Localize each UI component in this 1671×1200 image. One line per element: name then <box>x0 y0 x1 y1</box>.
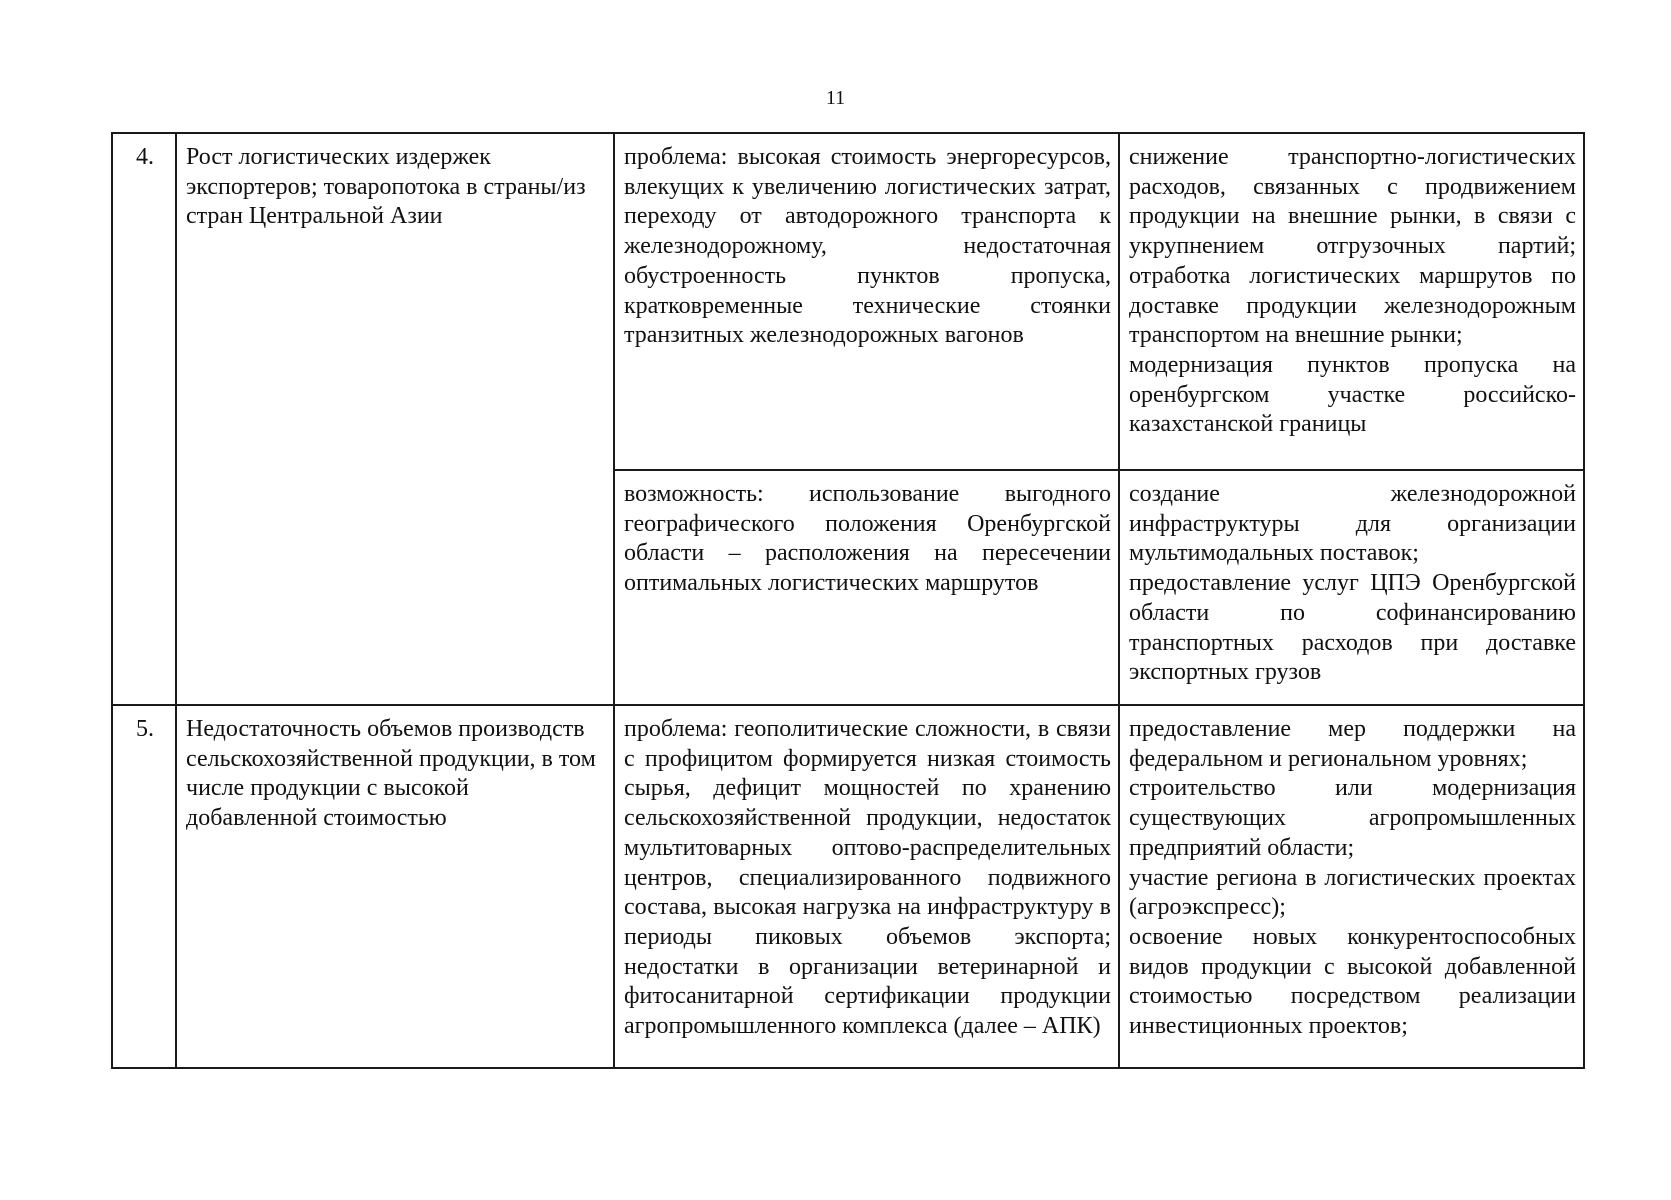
factor-cell: проблема: геополитические сложности, в связи с профицитом формируется низкая стоимость сырья, дефицит мощностей по хранению сельскохозяйственной продукции, недостаток мультитоварных оптово-распределительных центров, специализированного подвижного состава, высокая нагрузка на инфраструктуру в периоды пиковых объемов экспорта; недостатки в организации ветеринарной и фитосанитарной сертификации продукции агропромышленного комплекса (далее – АПК) <box>614 705 1119 1068</box>
measure-item: участие региона в логистических проектах (агроэкспресс); <box>1129 864 1576 921</box>
page-number: 11 <box>825 87 846 109</box>
row-number: 4. <box>112 133 176 705</box>
measures-cell <box>1119 705 1584 1068</box>
factor-cell: проблема: высокая стоимость энергоресурсов, влекущих к увеличению логистических затрат, переходу от автодорожного транспорта к железнодорожному, недостаточная обустроенность пунктов пропуска, кратковременные технические стоянки транзитных железнодорожных вагонов <box>614 133 1119 470</box>
measure-item: снижение транспортно-логистических расходов, связанных с продвижением продукции на внешние рынки, в связи с укрупнением отгрузочных партий; отработка логистических маршрутов по доставке продукции железнодорожным транспортом на внешние рынки; <box>1129 144 1576 349</box>
measure-item: модернизация пунктов пропуска на оренбургском участке российско-казахстанской границы <box>1129 351 1576 438</box>
measure-item: освоение новых конкурентоспособных видов продукции с высокой добавленной стоимостью посредством реализации инвестиционных проектов; <box>1129 923 1576 1040</box>
measure-item: создание железнодорожной инфраструктуры для организации мультимодальных поставок; <box>1129 481 1576 567</box>
row-number: 5. <box>112 705 176 1068</box>
factor-cell: возможность: использование выгодного географического положения Оренбургской области – расположения на пересечении оптимальных логистических маршрутов <box>614 470 1119 705</box>
table-row <box>112 705 1584 1068</box>
risk-cell: Рост логистических издержек экспортеров; товаропотока в страны/из стран Центральной Азии <box>176 133 614 705</box>
measures-table <box>111 132 1585 1069</box>
measures-cell <box>1119 133 1584 470</box>
risk-cell: Недостаточность объемов производств сельскохозяйственной продукции, в том числе продукции с высокой добавленной стоимостью <box>176 705 614 1068</box>
measure-item: строительство или модернизация существующих агропромышленных предприятий области; <box>1129 775 1576 861</box>
measures-cell <box>1119 470 1584 705</box>
table-row <box>112 133 1584 470</box>
measure-item: предоставление мер поддержки на федеральном и региональном уровнях; <box>1129 716 1576 772</box>
measure-item: предоставление услуг ЦПЭ Оренбургской области по софинансированию транспортных расходов при доставке экспортных грузов <box>1129 570 1576 686</box>
